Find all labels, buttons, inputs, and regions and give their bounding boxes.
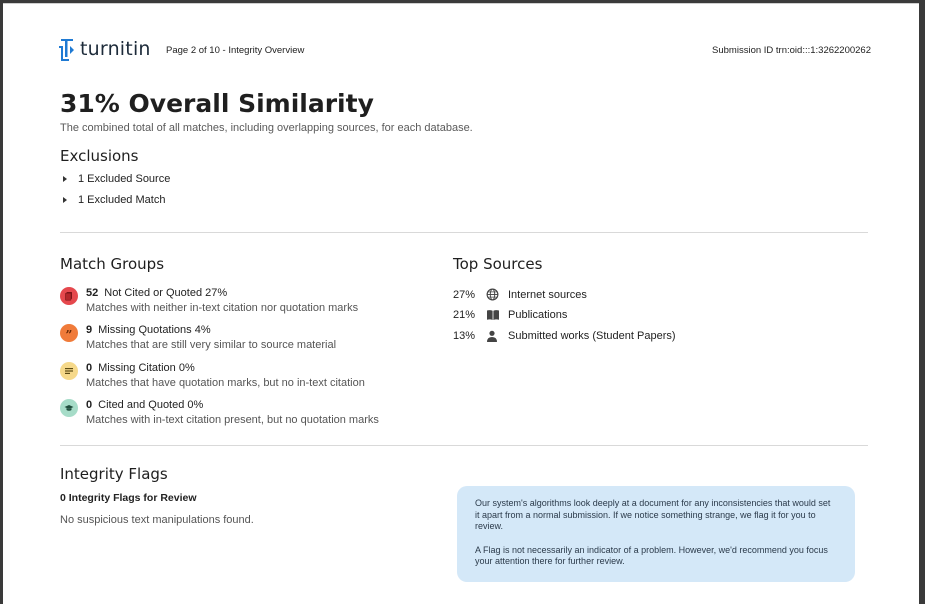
match-label: Cited and Quoted 0%	[98, 399, 204, 411]
divider	[60, 445, 868, 446]
source-label: Internet sources	[508, 288, 587, 301]
caret-right-icon	[63, 197, 67, 203]
graduation-cap-icon	[60, 399, 78, 417]
turnitin-logo-icon	[59, 37, 75, 61]
match-count: 0	[86, 362, 93, 374]
source-percent: 27%	[453, 288, 476, 301]
turnitin-logo	[59, 37, 151, 61]
exclusion-item-source[interactable]	[63, 173, 170, 185]
source-percent: 21%	[453, 309, 476, 321]
globe-icon	[486, 288, 508, 301]
exclusion-label: 1 Excluded Match	[78, 194, 166, 206]
exclusions-heading: Exclusions	[60, 147, 139, 165]
source-percent: 13%	[453, 330, 476, 342]
submission-id: Submission ID trn:oid:::1:3262200262	[712, 45, 871, 56]
quote-icon: ”	[60, 324, 78, 342]
document-icon	[60, 287, 78, 305]
match-description: Matches that have quotation marks, but no in-text citation	[86, 377, 365, 389]
top-sources-heading: Top Sources	[453, 255, 543, 273]
match-count: 52	[86, 287, 99, 299]
match-label: Not Cited or Quoted 27%	[104, 287, 228, 299]
match-count: 9	[86, 324, 93, 336]
exclusion-item-match[interactable]	[63, 194, 165, 206]
page-title: 31% Overall Similarity	[60, 89, 374, 118]
integrity-flags-count: 0 Integrity Flags for Review	[60, 492, 197, 504]
report-page	[3, 3, 919, 604]
exclusion-label: 1 Excluded Source	[78, 173, 171, 185]
integrity-flags-status: No suspicious text manipulations found.	[60, 514, 254, 526]
source-row-publications[interactable]	[453, 309, 567, 321]
source-row-submitted-works[interactable]	[453, 330, 676, 342]
source-label: Publications	[508, 309, 568, 321]
source-label: Submitted works (Student Papers)	[508, 330, 676, 342]
match-groups-heading: Match Groups	[60, 255, 165, 273]
match-label: Missing Citation 0%	[98, 362, 195, 374]
match-label: Missing Quotations 4%	[98, 324, 211, 336]
integrity-flags-heading: Integrity Flags	[60, 465, 168, 483]
info-paragraph: A Flag is not necessarily an indicator of a problem. However, we'd recommend you focus your attention there for further review.	[475, 544, 828, 566]
caret-right-icon	[63, 176, 67, 182]
lines-icon	[60, 362, 78, 380]
match-description: Matches with in-text citation present, but no quotation marks	[86, 414, 379, 426]
source-row-internet[interactable]	[453, 288, 587, 301]
match-count: 0	[86, 399, 93, 411]
info-paragraph: Our system's algorithms look deeply at a document for any inconsistencies that would set it apart from a normal submission. If we notice something strange, we flag it for you to review.	[475, 498, 831, 531]
page-subtitle: The combined total of all matches, including overlapping sources, for each database.	[60, 122, 473, 134]
viewer-scrollbar-edge	[919, 0, 925, 603]
match-description: Matches with neither in-text citation nor quotation marks	[86, 302, 359, 314]
match-description: Matches that are still very similar to source material	[86, 339, 337, 351]
person-icon	[486, 330, 508, 342]
divider	[60, 232, 868, 233]
logo-text: turnitin	[80, 38, 151, 60]
book-icon	[486, 309, 508, 321]
integrity-info-box	[457, 486, 855, 582]
page-info: Page 2 of 10 - Integrity Overview	[166, 45, 305, 56]
